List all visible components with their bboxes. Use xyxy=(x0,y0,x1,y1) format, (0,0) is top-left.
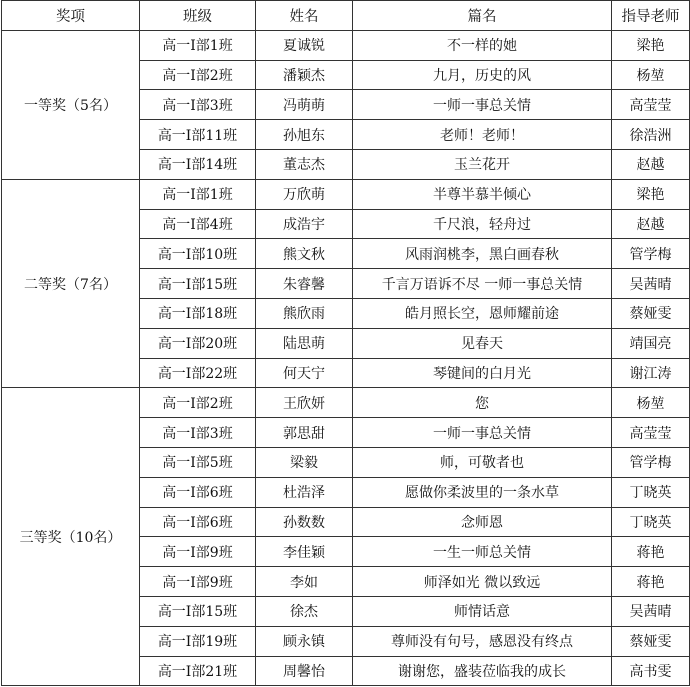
cell-class: 高一Ⅰ部1班 xyxy=(140,30,256,60)
cell-teacher: 梁艳 xyxy=(612,179,690,209)
cell-name: 顾永镇 xyxy=(256,626,353,656)
cell-name: 熊文秋 xyxy=(256,239,353,269)
cell-teacher: 高莹莹 xyxy=(612,90,690,120)
cell-title: 风雨润桃李，黑白画春秋 xyxy=(353,239,612,269)
cell-class: 高一Ⅰ部18班 xyxy=(140,298,256,328)
cell-name: 熊欣雨 xyxy=(256,298,353,328)
header-teacher: 指导老师 xyxy=(612,1,690,31)
cell-teacher: 蔡娅雯 xyxy=(612,626,690,656)
cell-class: 高一Ⅰ部14班 xyxy=(140,149,256,179)
cell-title: 琴键间的白月光 xyxy=(353,358,612,388)
cell-class: 高一Ⅰ部9班 xyxy=(140,567,256,597)
header-row xyxy=(2,1,690,31)
award-group-label: 一等奖（5名） xyxy=(2,30,140,179)
cell-title: 老师！老师！ xyxy=(353,120,612,150)
cell-class: 高一Ⅰ部20班 xyxy=(140,328,256,358)
cell-title: 师情话意 xyxy=(353,596,612,626)
cell-name: 成浩宇 xyxy=(256,209,353,239)
awards-table xyxy=(1,0,690,686)
cell-teacher: 杨堃 xyxy=(612,60,690,90)
cell-teacher: 高书雯 xyxy=(612,656,690,686)
header-class: 班级 xyxy=(140,1,256,31)
cell-title: 谢谢您，盛装莅临我的成长 xyxy=(353,656,612,686)
cell-teacher: 徐浩洲 xyxy=(612,120,690,150)
cell-title: 您 xyxy=(353,388,612,418)
cell-class: 高一Ⅰ部11班 xyxy=(140,120,256,150)
cell-name: 夏诚锐 xyxy=(256,30,353,60)
table-row xyxy=(2,179,690,209)
cell-teacher: 蒋艳 xyxy=(612,567,690,597)
cell-title: 千尺浪，轻舟过 xyxy=(353,209,612,239)
table-row xyxy=(2,30,690,60)
cell-teacher: 蔡娅雯 xyxy=(612,298,690,328)
cell-class: 高一Ⅰ部3班 xyxy=(140,418,256,448)
cell-name: 潘颖杰 xyxy=(256,60,353,90)
cell-teacher: 高莹莹 xyxy=(612,418,690,448)
cell-class: 高一Ⅰ部1班 xyxy=(140,179,256,209)
cell-title: 千言万语诉不尽 一师一事总关情 xyxy=(353,269,612,299)
cell-title: 见春天 xyxy=(353,328,612,358)
cell-title: 玉兰花开 xyxy=(353,149,612,179)
cell-teacher: 管学梅 xyxy=(612,239,690,269)
cell-teacher: 靖国亮 xyxy=(612,328,690,358)
cell-name: 孙旭东 xyxy=(256,120,353,150)
cell-teacher: 杨堃 xyxy=(612,388,690,418)
cell-title: 一师一事总关情 xyxy=(353,90,612,120)
cell-name: 陆思萌 xyxy=(256,328,353,358)
cell-class: 高一Ⅰ部6班 xyxy=(140,507,256,537)
cell-class: 高一Ⅰ部15班 xyxy=(140,269,256,299)
cell-title: 尊师没有句号，感恩没有终点 xyxy=(353,626,612,656)
cell-name: 梁毅 xyxy=(256,447,353,477)
cell-title: 一生一师总关情 xyxy=(353,537,612,567)
cell-teacher: 蒋艳 xyxy=(612,537,690,567)
cell-class: 高一Ⅰ部5班 xyxy=(140,447,256,477)
cell-title: 皓月照长空，恩师耀前途 xyxy=(353,298,612,328)
cell-name: 孙数数 xyxy=(256,507,353,537)
cell-name: 何天宁 xyxy=(256,358,353,388)
cell-title: 愿做你柔波里的一条水草 xyxy=(353,477,612,507)
cell-title: 半尊半慕半倾心 xyxy=(353,179,612,209)
cell-class: 高一Ⅰ部4班 xyxy=(140,209,256,239)
cell-class: 高一Ⅰ部9班 xyxy=(140,537,256,567)
cell-name: 杜浩泽 xyxy=(256,477,353,507)
cell-name: 董志杰 xyxy=(256,149,353,179)
cell-name: 李佳颖 xyxy=(256,537,353,567)
cell-name: 冯萌萌 xyxy=(256,90,353,120)
cell-class: 高一Ⅰ部2班 xyxy=(140,388,256,418)
table-row xyxy=(2,388,690,418)
header-title: 篇名 xyxy=(353,1,612,31)
cell-teacher: 丁晓英 xyxy=(612,507,690,537)
cell-class: 高一Ⅰ部21班 xyxy=(140,656,256,686)
cell-name: 万欣萌 xyxy=(256,179,353,209)
cell-class: 高一Ⅰ部2班 xyxy=(140,60,256,90)
cell-title: 师泽如光 微以致远 xyxy=(353,567,612,597)
award-group-label: 三等奖（10名） xyxy=(2,388,140,686)
cell-name: 王欣妍 xyxy=(256,388,353,418)
cell-class: 高一Ⅰ部15班 xyxy=(140,596,256,626)
header-award: 奖项 xyxy=(2,1,140,31)
cell-name: 周馨怡 xyxy=(256,656,353,686)
header-name: 姓名 xyxy=(256,1,353,31)
cell-name: 朱睿馨 xyxy=(256,269,353,299)
cell-title: 念师恩 xyxy=(353,507,612,537)
cell-name: 徐杰 xyxy=(256,596,353,626)
cell-class: 高一Ⅰ部19班 xyxy=(140,626,256,656)
cell-class: 高一Ⅰ部22班 xyxy=(140,358,256,388)
cell-teacher: 吴茜晴 xyxy=(612,269,690,299)
cell-title: 不一样的她 xyxy=(353,30,612,60)
cell-teacher: 梁艳 xyxy=(612,30,690,60)
cell-title: 师，可敬者也 xyxy=(353,447,612,477)
cell-teacher: 丁晓英 xyxy=(612,477,690,507)
award-group-label: 二等奖（7名） xyxy=(2,179,140,388)
cell-class: 高一Ⅰ部10班 xyxy=(140,239,256,269)
cell-teacher: 吴茜晴 xyxy=(612,596,690,626)
cell-class: 高一Ⅰ部6班 xyxy=(140,477,256,507)
cell-title: 一师一事总关情 xyxy=(353,418,612,448)
cell-name: 李如 xyxy=(256,567,353,597)
cell-teacher: 赵越 xyxy=(612,149,690,179)
award-body xyxy=(2,30,690,686)
cell-class: 高一Ⅰ部3班 xyxy=(140,90,256,120)
cell-title: 九月，历史的风 xyxy=(353,60,612,90)
cell-teacher: 赵越 xyxy=(612,209,690,239)
cell-teacher: 管学梅 xyxy=(612,447,690,477)
cell-teacher: 谢江涛 xyxy=(612,358,690,388)
cell-name: 郭思甜 xyxy=(256,418,353,448)
